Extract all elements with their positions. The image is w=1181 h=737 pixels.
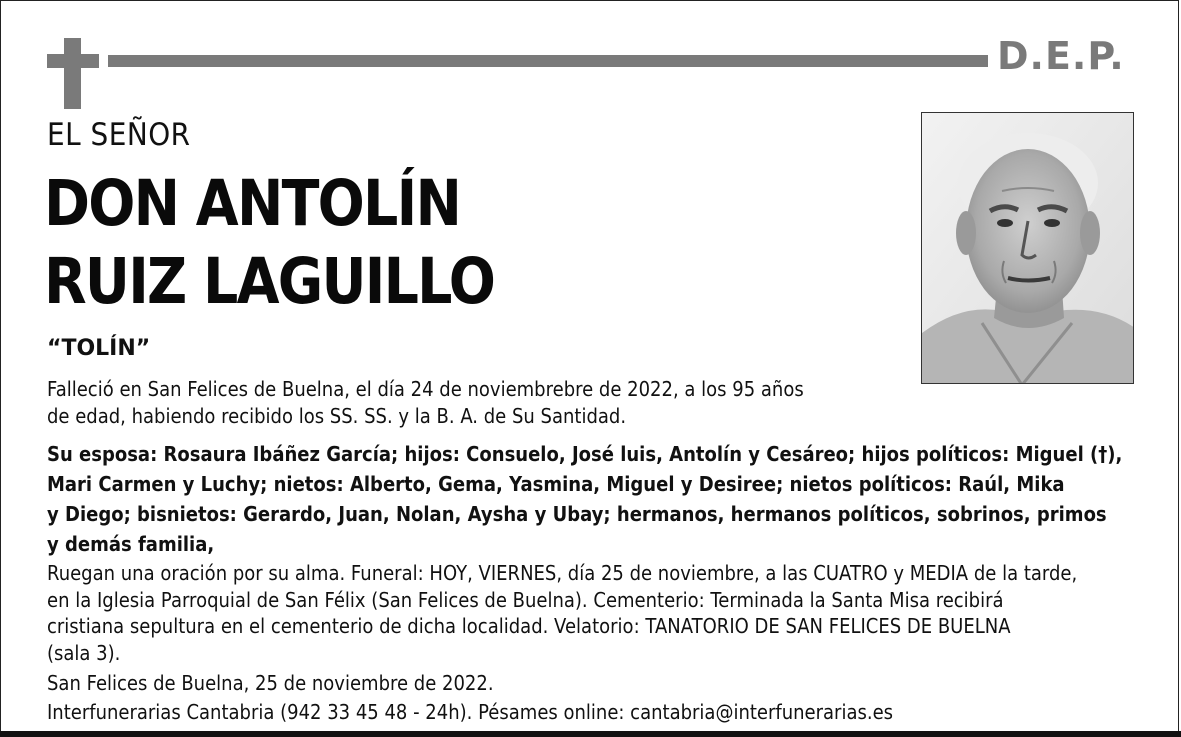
honorific: EL SEÑOR [47, 117, 191, 153]
family-line-1: Su esposa: Rosaura Ibáñez García; hijos: Consuelo, José luis, Antolín y Cesáreo; hijos políticos: Miguel (†), [47, 442, 1123, 466]
funeral-line-3: cristiana sepultura en el cementerio de dicha localidad. Velatorio: TANATORIO DE SAN FELICES DE BUELNA [47, 614, 1011, 638]
footer [47, 669, 893, 727]
name-line-1: DON ANTOLÍN [44, 167, 461, 240]
funeral-details [47, 560, 1077, 666]
family-list [47, 439, 1122, 559]
funeral-line-4: (sala 3). [47, 640, 121, 665]
death-notice [47, 376, 804, 430]
bottom-border [0, 731, 1181, 737]
death-notice-line-2: de edad, habiendo recibido los SS. SS. y la B. A. de Su Santidad. [47, 404, 627, 428]
deceased-name [44, 165, 494, 321]
portrait-photo [921, 112, 1134, 384]
family-line-2: Mari Carmen y Luchy; nietos: Alberto, Gema, Yasmina, Miguel y Desiree; nietos políticos: Raúl, Mika [47, 472, 1065, 496]
funeral-line-1: Ruegan una oración por su alma. Funeral: HOY, VIERNES, día 25 de noviembre, a las CUATRO y MEDIA de la tarde, [47, 561, 1078, 585]
funeral-line-2: en la Iglesia Parroquial de San Félix (San Felices de Buelna). Cementerio: Terminada la Santa Misa recibirá [47, 587, 1004, 612]
family-line-3: y Diego; bisnietos: Gerardo, Juan, Nolan, Aysha y Ubay; hermanos, hermanos políticos, sobrinos, primos [47, 502, 1107, 526]
place-date: San Felices de Buelna, 25 de noviembre de 2022. [47, 671, 494, 695]
dep-label: D.E.P. [997, 34, 1125, 78]
death-notice-line-1: Falleció en San Felices de Buelna, el día 24 de noviembrebre de 2022, a los 95 años [47, 377, 804, 401]
cross-icon [47, 38, 99, 109]
header-rule [108, 55, 988, 67]
name-line-2: RUIZ LAGUILLO [44, 245, 495, 318]
contact-info: Interfunerarias Cantabria (942 33 45 48 - 24h). Pésames online: cantabria@interfunerarias.es [47, 700, 894, 724]
family-line-4: y demás familia, [47, 532, 215, 556]
nickname: “TOLÍN” [47, 336, 151, 361]
